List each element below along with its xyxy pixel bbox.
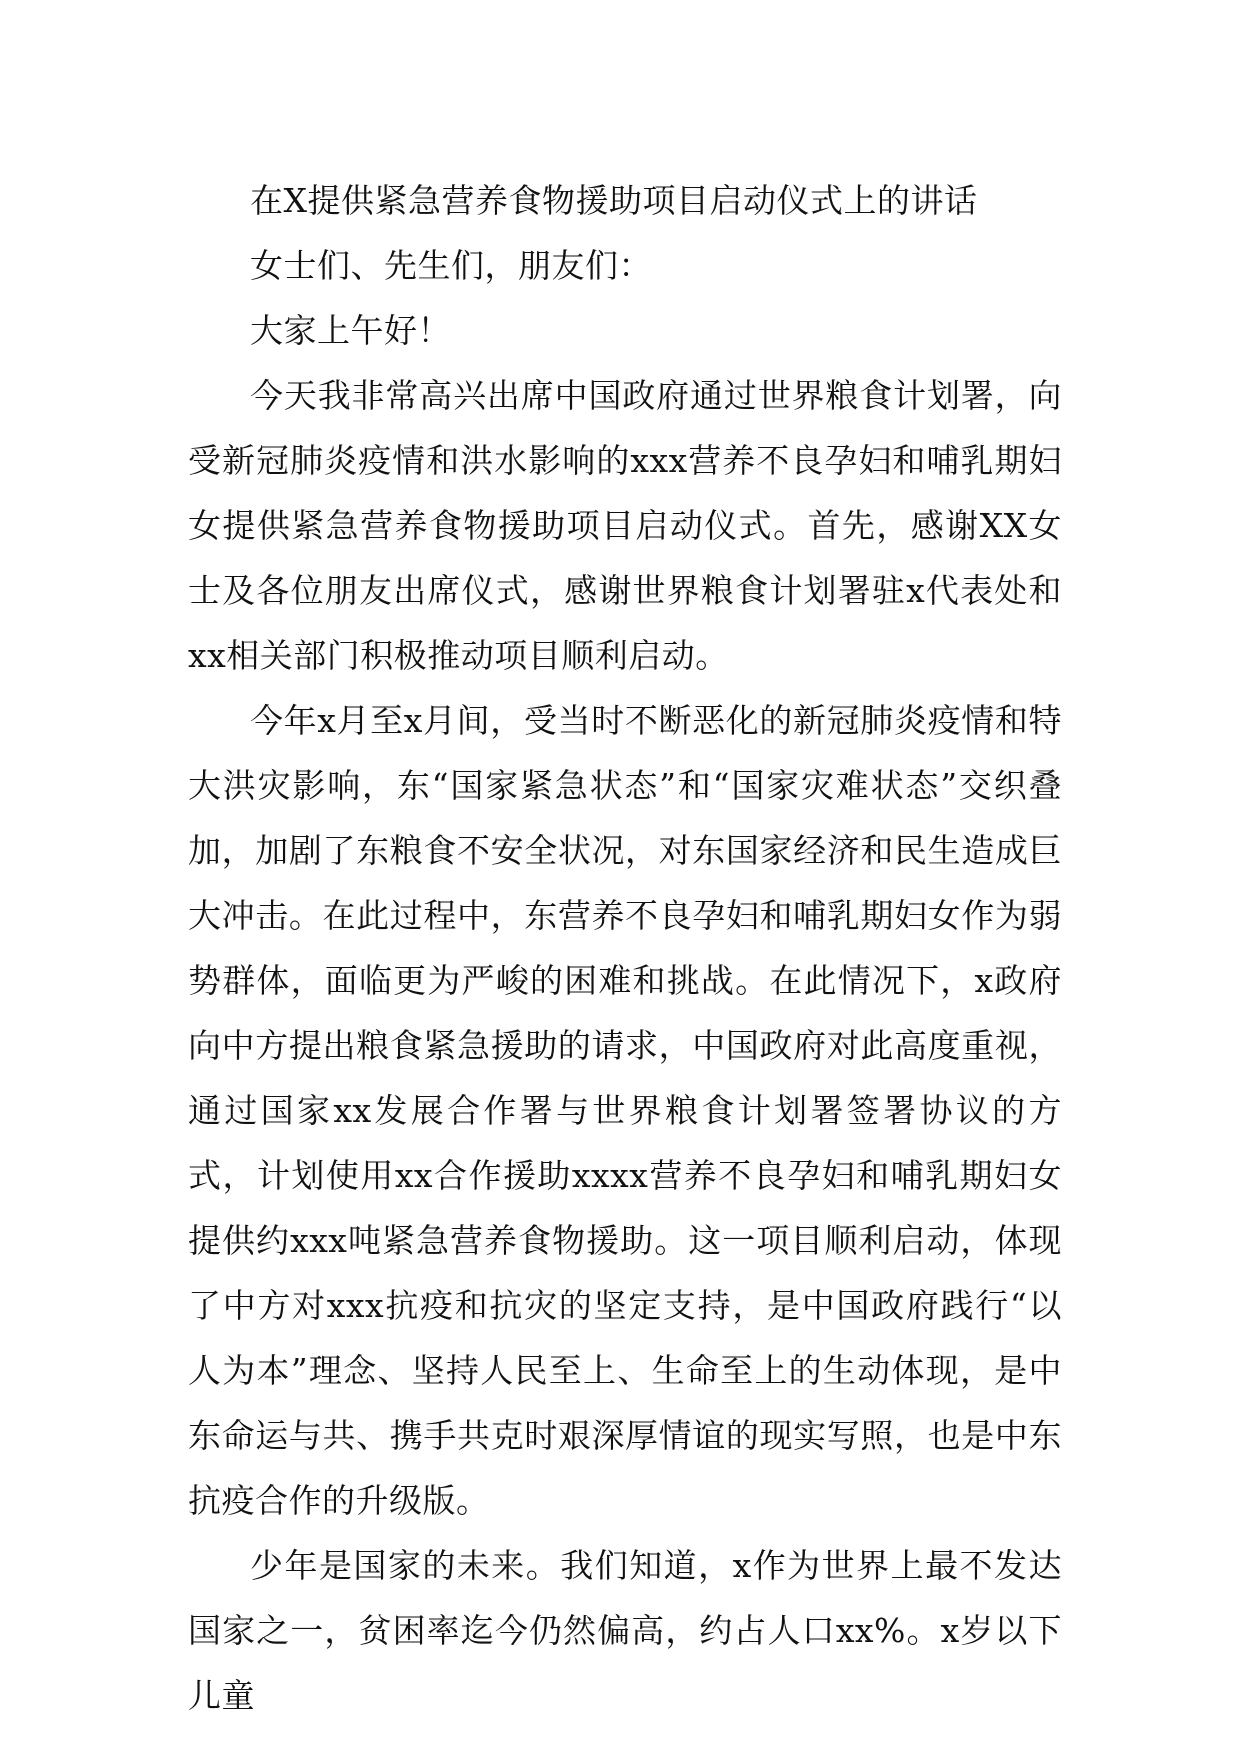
- document-body: [188, 168, 1062, 1728]
- salutation: 女士们、先生们，朋友们：: [250, 246, 652, 285]
- speech-title: 在X提供紧急营养食物援助项目启动仪式上的讲话: [250, 181, 978, 220]
- greeting: 大家上午好！: [250, 311, 451, 350]
- paragraph-background: 今年x月至x月间，受当时不断恶化的新冠肺炎疫情和特大洪灾影响，东“国家紧急状态”和“国家灾难状态”交织叠加，加剧了东粮食不安全状况，对东国家经济和民生造成巨大冲击。在此过程中，东营养不良孕妇和哺乳期妇女作为弱势群体，面临更为严峻的困难和挑战。在此情况下，x政府向中方提出粮食紧急援助的请求，中国政府对此高度重视，通过国家xx发展合作署与世界粮食计划署签署协议的方式，计划使用xx合作援助xxxx营养不良孕妇和哺乳期妇女提供约xxx吨紧急营养食物援助。这一项目顺利启动，体现了中方对xxx抗疫和抗灾的坚定支持，是中国政府践行“以人为本”理念、坚持人民至上、生命至上的生动体现，是中东命运与共、携手共克时艰深厚情谊的现实写照，也是中东抗疫合作的升级版。: [188, 701, 1062, 1520]
- paragraph-opening: 今天我非常高兴出席中国政府通过世界粮食计划署，向受新冠肺炎疫情和洪水影响的xxx营养不良孕妇和哺乳期妇女提供紧急营养食物援助项目启动仪式。首先，感谢XX女士及各位朋友出席仪式，感谢世界粮食计划署驻x代表处和xx相关部门积极推动项目顺利启动。: [188, 376, 1062, 675]
- paragraph-youth: 少年是国家的未来。我们知道，x作为世界上最不发达国家之一，贫困率迄今仍然偏高，约占人口xx%。x岁以下儿童: [188, 1546, 1062, 1715]
